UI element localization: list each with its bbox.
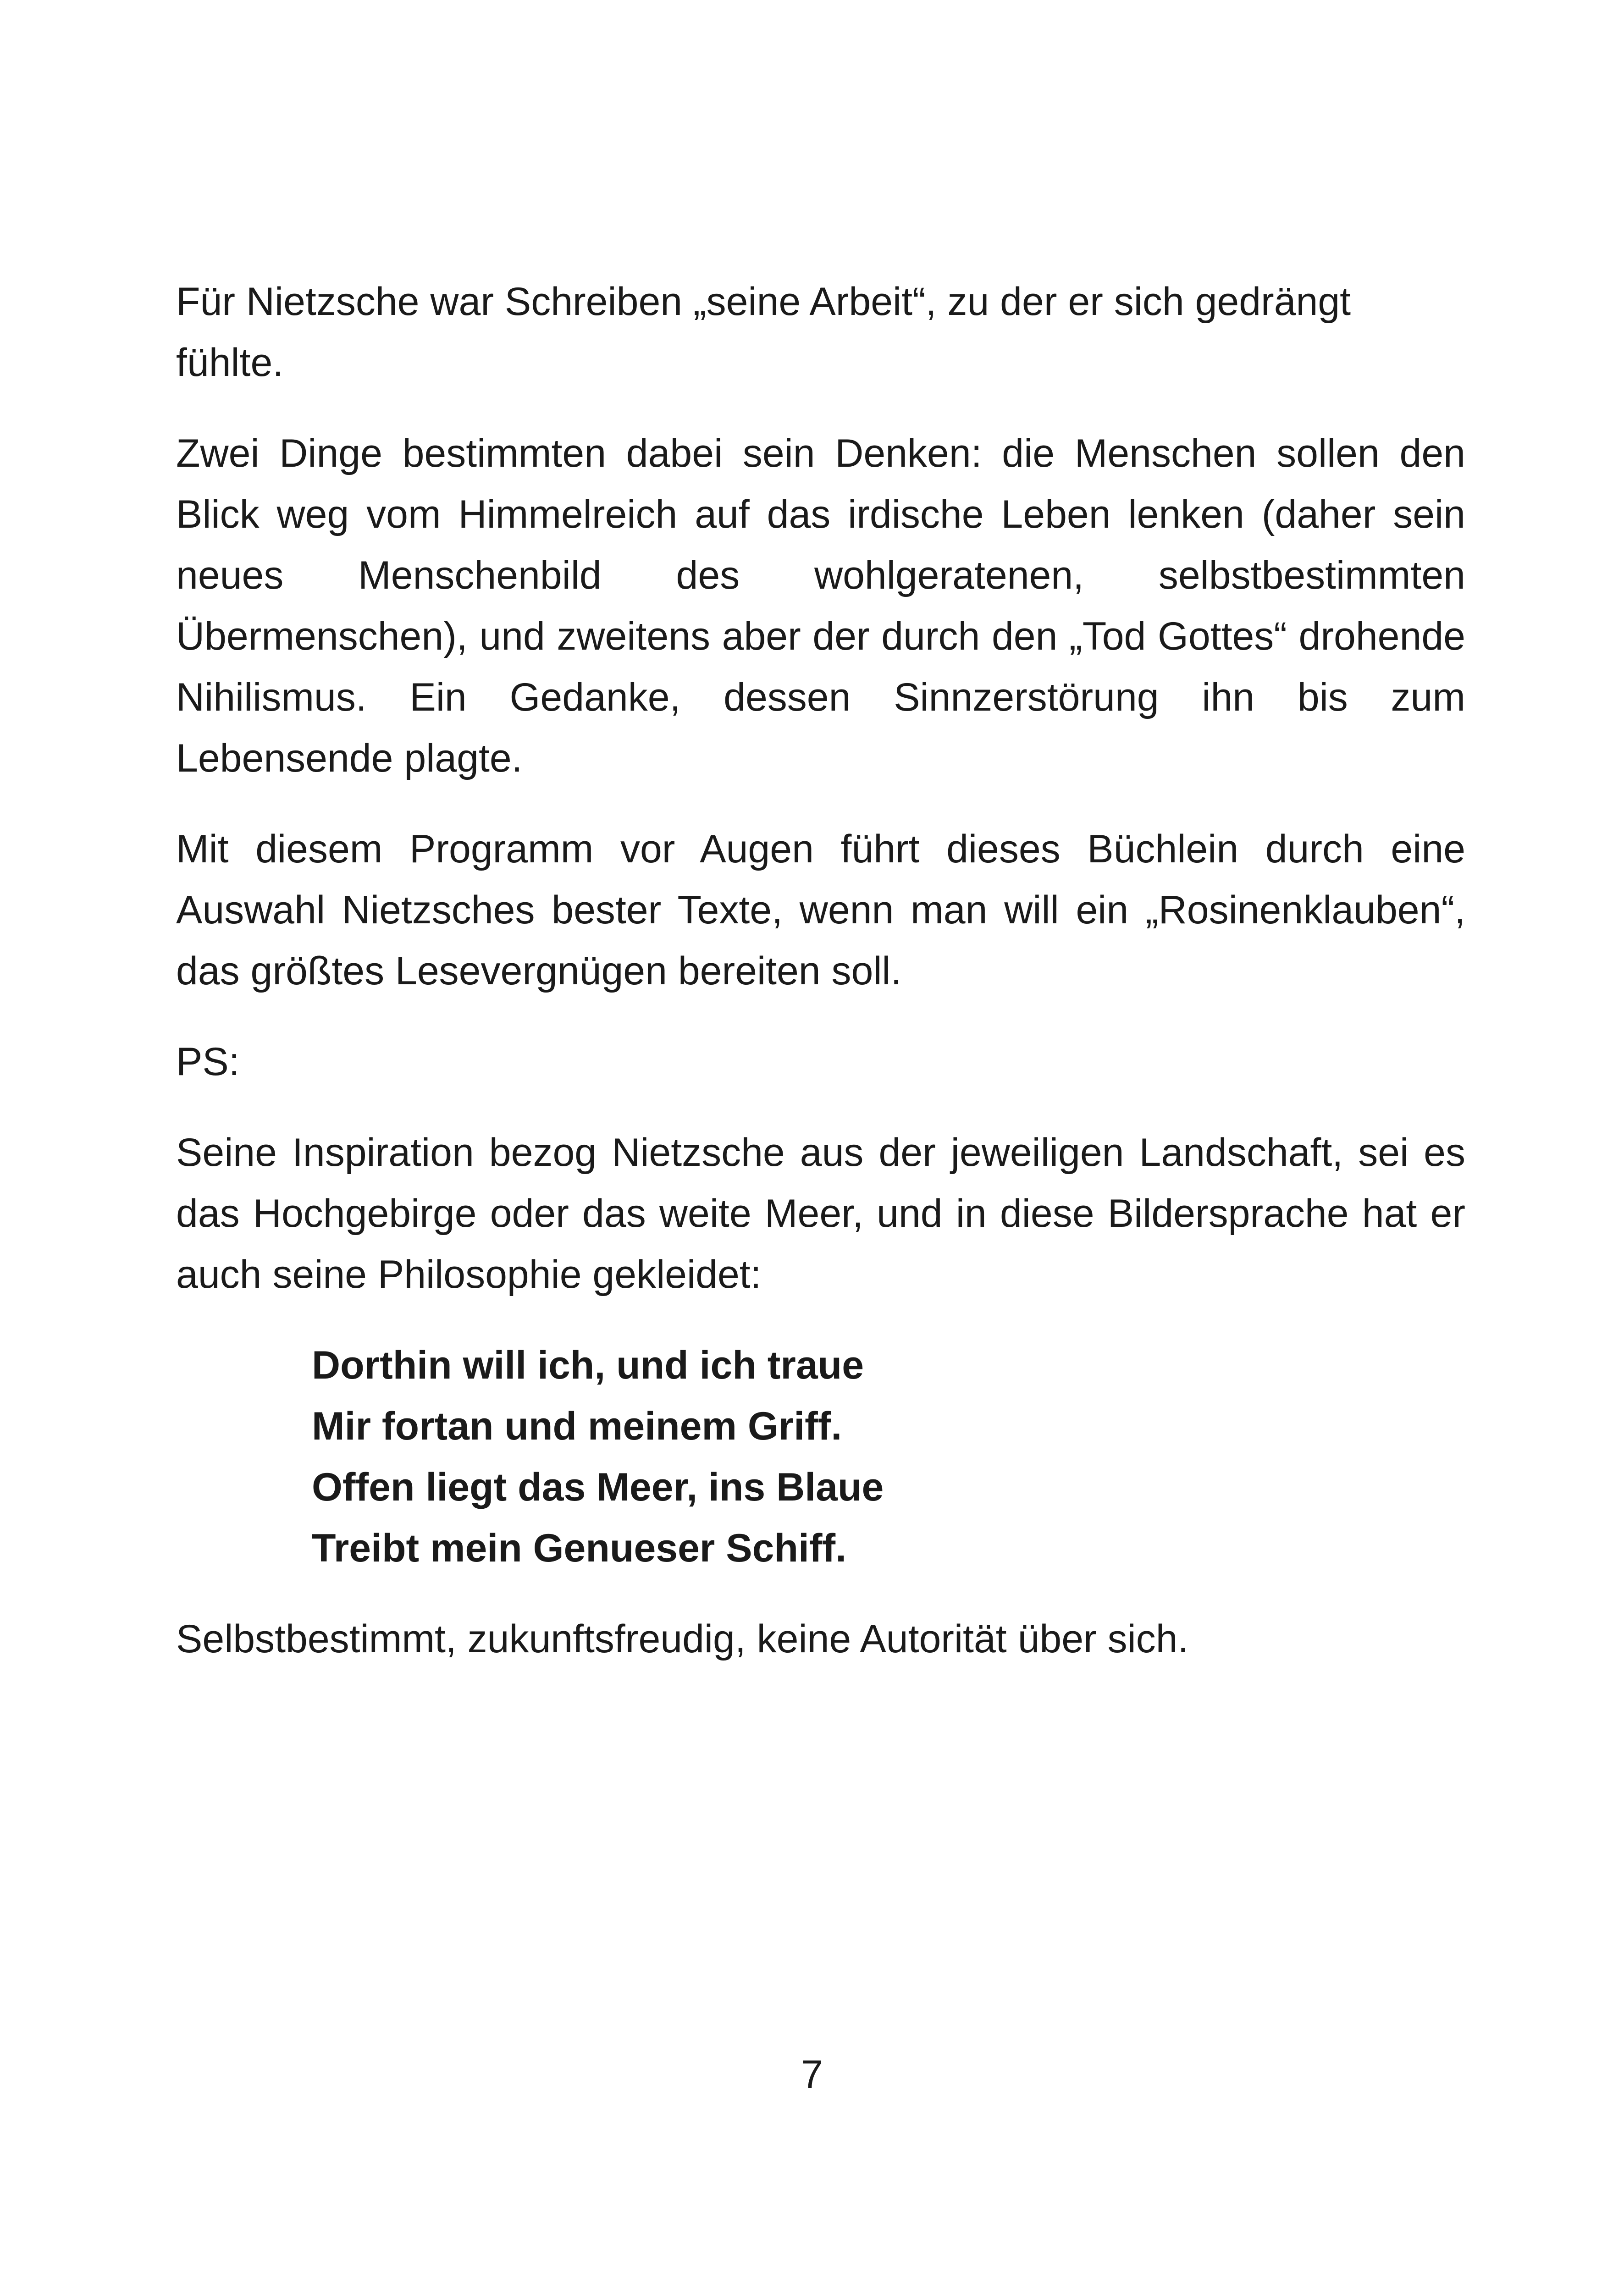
verse-line: Dorthin will ich, und ich traue (312, 1343, 864, 1387)
page-body (176, 271, 1465, 1699)
paragraph-inspiration: Seine Inspiration bezog Nietzsche aus der jeweiligen Landschaft, sei es das Hochgebirge oder das weite Meer, und in diese Bildersprache hat er auch seine Philosophie gekleidet: (176, 1131, 1465, 1296)
poem-verse (312, 1335, 1465, 1579)
page-number: 7 (801, 2052, 823, 2096)
verse-line: Mir fortan und meinem Griff. (312, 1404, 842, 1448)
paragraph-intro: Für Nietzsche war Schreiben „seine Arbeit“, zu der er sich gedrängt fühlte. (176, 280, 1351, 385)
verse-line: Treibt mein Genueser Schiff. (312, 1526, 847, 1570)
paragraph-program: Mit diesem Programm vor Augen führt dieses Büchlein durch eine Auswahl Nietzsches bester Texte, wenn man will ein „Rosinenklauben“, das größtes Lesevergnügen bereiten soll. (176, 827, 1465, 993)
paragraph-closing: Selbstbestimmt, zukunftsfreudig, keine Autorität über sich. (176, 1617, 1189, 1661)
verse-line: Offen liegt das Meer, ins Blaue (312, 1465, 884, 1509)
paragraph-two-things: Zwei Dinge bestimmten dabei sein Denken: die Menschen sollen den Blick weg vom Himmelreich auf das irdische Leben lenken (daher sein neues Menschenbild des wohlgeratenen, selbstbestimmten Übermenschen), und zweitens aber der durch den „Tod Gottes“ drohende Nihilismus. Ein Gedanke, dessen Sinnzerstörung ihn bis zum Lebensende plagte. (176, 431, 1465, 780)
paragraph-ps-label: PS: (176, 1040, 240, 1084)
